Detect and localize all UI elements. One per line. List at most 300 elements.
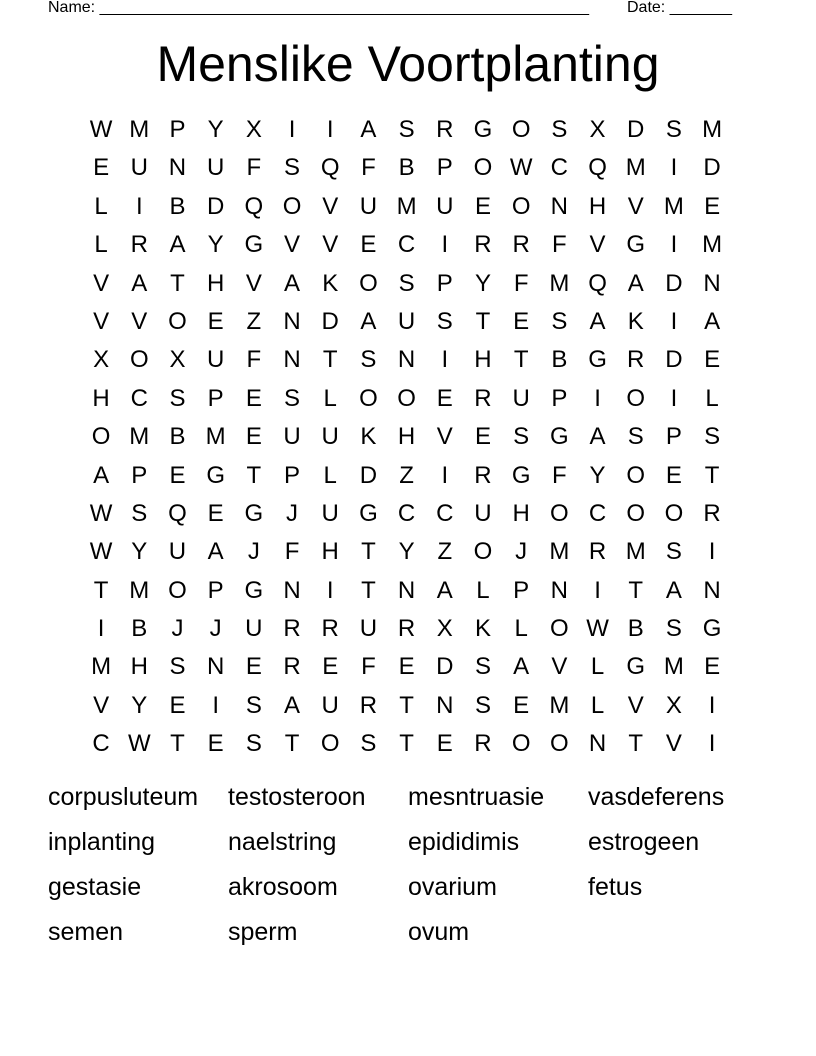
grid-cell[interactable]: E — [436, 730, 453, 758]
grid-cell[interactable]: I — [326, 576, 334, 604]
grid-cell[interactable]: S — [627, 423, 644, 451]
grid-cell[interactable]: P — [207, 576, 224, 604]
grid-cell[interactable]: I — [670, 307, 678, 335]
grid-cell[interactable]: G — [550, 423, 569, 451]
grid-cell[interactable]: D — [359, 461, 378, 489]
grid-cell[interactable]: O — [550, 730, 569, 758]
grid-cell[interactable]: O — [626, 499, 646, 527]
date-field[interactable]: Date: _______ — [627, 0, 732, 16]
grid-cell[interactable]: N — [703, 576, 721, 604]
grid-cell[interactable]: X — [665, 691, 682, 719]
grid-cell[interactable]: P — [284, 461, 301, 489]
grid-cell[interactable]: K — [474, 615, 491, 643]
grid-cell[interactable]: H — [321, 538, 339, 566]
grid-cell[interactable]: A — [360, 307, 377, 335]
grid-row — [82, 533, 732, 571]
grid-cell[interactable]: K — [627, 307, 644, 335]
grid-cell[interactable]: F — [246, 154, 262, 182]
grid-cell[interactable]: L — [323, 461, 337, 489]
grid-cell[interactable]: S — [169, 653, 186, 681]
grid-cell[interactable]: S — [245, 691, 262, 719]
grid-cell[interactable]: S — [474, 691, 491, 719]
grid-cell[interactable]: F — [246, 346, 262, 374]
grid-cell[interactable]: E — [665, 461, 682, 489]
grid-cell[interactable]: R — [397, 615, 416, 643]
grid-cell[interactable]: D — [321, 307, 339, 335]
grid-cell[interactable]: I — [708, 730, 716, 758]
grid-cell[interactable]: E — [436, 384, 453, 412]
grid-cell[interactable]: U — [245, 615, 263, 643]
grid-cell[interactable]: O — [168, 576, 187, 604]
grid-cell[interactable]: N — [283, 346, 301, 374]
grid-cell[interactable]: I — [670, 154, 678, 182]
grid-cell[interactable]: N — [397, 346, 416, 374]
grid-cell[interactable]: J — [515, 538, 528, 566]
grid-cell[interactable]: I — [441, 461, 449, 489]
grid-cell[interactable]: O — [473, 538, 493, 566]
grid-cell[interactable]: I — [670, 384, 678, 412]
grid-cell[interactable]: E — [474, 192, 491, 220]
grid-cell[interactable]: B — [131, 615, 148, 643]
grid-cell[interactable]: V — [627, 192, 644, 220]
grid-cell[interactable]: E — [245, 423, 262, 451]
grid-cell[interactable]: I — [708, 691, 716, 719]
grid-cell[interactable]: N — [550, 576, 569, 604]
grid-cell[interactable]: I — [97, 615, 105, 643]
grid-cell[interactable]: H — [588, 192, 607, 220]
grid-cell[interactable]: P — [436, 269, 453, 297]
grid-cell[interactable]: U — [283, 423, 301, 451]
grid-cell[interactable]: A — [131, 269, 148, 297]
grid-cell[interactable]: I — [326, 116, 334, 143]
grid-cell[interactable]: I — [288, 116, 296, 143]
grid-cell[interactable]: T — [475, 307, 491, 335]
grid-cell[interactable]: A — [665, 576, 682, 604]
grid-cell[interactable]: E — [169, 461, 186, 489]
grid-cell[interactable]: U — [321, 691, 339, 719]
grid-cell[interactable]: F — [284, 538, 300, 566]
grid-cell[interactable]: A — [207, 538, 224, 566]
grid-cell[interactable]: O — [91, 423, 111, 451]
grid-cell[interactable]: O — [473, 154, 493, 182]
grid-cell[interactable]: E — [704, 346, 721, 374]
grid-cell[interactable]: U — [359, 192, 378, 220]
grid-cell[interactable]: B — [551, 346, 568, 374]
grid-cell[interactable]: V — [589, 231, 606, 259]
word-bank-row — [48, 913, 768, 958]
grid-cell[interactable]: R — [436, 116, 454, 143]
grid-cell[interactable]: M — [625, 154, 646, 182]
grid-cell[interactable]: H — [474, 346, 492, 374]
grid-cell[interactable]: E — [513, 307, 530, 335]
grid-cell[interactable]: T — [399, 691, 414, 719]
grid-cell[interactable]: H — [130, 653, 148, 681]
grid-cell[interactable]: M — [663, 192, 684, 220]
grid-cell[interactable]: U — [206, 154, 225, 182]
grid-cell[interactable]: L — [476, 576, 490, 604]
grid-cell[interactable]: Y — [131, 691, 148, 719]
grid-cell[interactable]: U — [474, 499, 492, 527]
grid-cell[interactable]: Y — [131, 538, 148, 566]
grid-cell[interactable]: E — [322, 653, 339, 681]
grid-cell[interactable]: R — [474, 461, 492, 489]
grid-cell[interactable]: G — [244, 576, 264, 604]
grid-cell[interactable]: A — [589, 423, 606, 451]
grid-cell[interactable]: D — [627, 116, 645, 143]
grid-cell[interactable]: Q — [244, 192, 264, 220]
grid-cell[interactable]: T — [170, 269, 185, 297]
grid-cell[interactable]: C — [92, 730, 110, 758]
grid-cell[interactable]: U — [359, 615, 378, 643]
grid-cell[interactable]: P — [131, 461, 148, 489]
grid-cell[interactable]: W — [89, 538, 113, 566]
grid-cell[interactable]: N — [397, 576, 416, 604]
grid-cell[interactable]: R — [703, 499, 721, 527]
letter-grid — [82, 111, 732, 764]
grid-cell[interactable]: C — [436, 499, 454, 527]
grid-cell[interactable]: I — [594, 384, 601, 412]
word-bank-item: estrogeen — [588, 828, 700, 856]
grid-cell[interactable]: A — [436, 576, 453, 604]
grid-cell[interactable]: O — [511, 192, 531, 220]
grid-cell[interactable]: I — [441, 346, 449, 374]
grid-cell[interactable]: I — [670, 231, 678, 259]
grid-cell[interactable]: F — [513, 269, 529, 297]
grid-cell[interactable]: E — [704, 192, 721, 220]
grid-cell[interactable]: F — [361, 653, 376, 681]
grid-cell[interactable]: O — [397, 384, 416, 412]
grid-cell[interactable]: T — [399, 730, 414, 758]
grid-cell[interactable]: I — [212, 691, 219, 719]
grid-cell[interactable]: U — [321, 423, 339, 451]
grid-cell[interactable]: M — [129, 576, 150, 604]
grid-cell[interactable]: O — [359, 384, 378, 412]
grid-cell[interactable]: M — [549, 538, 570, 566]
grid-cell[interactable]: T — [704, 461, 720, 489]
grid-cell[interactable]: R — [512, 231, 530, 259]
grid-cell[interactable]: H — [397, 423, 416, 451]
grid-cell[interactable]: S — [474, 653, 491, 681]
grid-cell[interactable]: S — [665, 615, 682, 643]
grid-cell[interactable]: D — [206, 192, 225, 220]
grid-cell[interactable]: M — [549, 691, 570, 719]
grid-cell[interactable]: A — [284, 691, 301, 719]
grid-cell[interactable]: R — [474, 384, 492, 412]
grid-cell[interactable]: R — [627, 346, 645, 374]
grid-cell[interactable]: T — [170, 730, 185, 758]
grid-cell[interactable]: G — [359, 499, 378, 527]
grid-cell[interactable]: E — [207, 307, 224, 335]
grid-cell[interactable]: H — [206, 269, 225, 297]
grid-cell[interactable]: J — [171, 615, 184, 643]
grid-cell[interactable]: E — [360, 231, 377, 259]
grid-cell[interactable]: W — [586, 615, 609, 643]
grid-cell[interactable]: R — [283, 653, 301, 681]
grid-cell[interactable]: T — [628, 730, 644, 758]
grid-cell[interactable]: H — [92, 384, 110, 412]
grid-cell[interactable]: W — [509, 154, 533, 182]
grid-cell[interactable]: E — [704, 653, 721, 681]
grid-cell[interactable]: S — [360, 346, 377, 374]
grid-cell[interactable]: P — [665, 423, 682, 451]
grid-cell[interactable]: C — [130, 384, 148, 412]
grid-cell[interactable]: M — [702, 116, 723, 143]
grid-cell[interactable]: R — [359, 691, 378, 719]
grid-cell[interactable]: F — [361, 154, 376, 182]
grid-cell[interactable]: K — [322, 269, 339, 297]
grid-cell[interactable]: B — [627, 615, 644, 643]
grid-cell[interactable]: T — [322, 346, 338, 374]
grid-cell[interactable]: M — [129, 423, 150, 451]
grid-cell[interactable]: L — [590, 653, 605, 681]
grid-cell[interactable]: U — [321, 499, 339, 527]
grid-cell[interactable]: O — [511, 730, 531, 758]
grid-cell[interactable]: J — [247, 538, 260, 566]
grid-cell[interactable]: Y — [207, 231, 224, 259]
grid-cell[interactable]: C — [550, 154, 569, 182]
grid-cell[interactable]: O — [282, 192, 302, 220]
grid-cell[interactable]: X — [169, 346, 186, 374]
grid-cell[interactable]: C — [588, 499, 607, 527]
grid-cell[interactable]: E — [207, 499, 224, 527]
grid-cell[interactable]: R — [474, 231, 492, 259]
grid-cell[interactable]: Z — [246, 307, 262, 335]
grid-cell[interactable]: X — [589, 116, 606, 143]
grid-cell[interactable]: R — [130, 231, 148, 259]
grid-cell[interactable]: O — [664, 499, 684, 527]
grid-cell[interactable]: A — [93, 461, 110, 489]
grid-cell[interactable]: B — [169, 192, 186, 220]
grid-cell[interactable]: T — [361, 538, 376, 566]
grid-cell[interactable]: R — [283, 615, 301, 643]
grid-cell[interactable]: O — [626, 384, 646, 412]
grid-cell[interactable]: G — [702, 615, 722, 643]
grid-cell[interactable]: I — [708, 538, 716, 566]
grid-cell[interactable]: G — [626, 653, 646, 681]
grid-cell[interactable]: Y — [398, 538, 415, 566]
grid-cell[interactable]: J — [286, 499, 299, 527]
grid-cell[interactable]: E — [398, 653, 415, 681]
grid-cell[interactable]: M — [129, 116, 150, 143]
grid-cell[interactable]: D — [703, 154, 721, 182]
grid-cell[interactable]: Q — [588, 269, 607, 297]
grid-cell[interactable]: L — [94, 192, 108, 220]
word-bank-item: epididimis — [408, 828, 520, 856]
grid-cell[interactable]: B — [398, 154, 415, 182]
grid-cell[interactable]: G — [244, 231, 264, 259]
grid-cell[interactable]: M — [396, 192, 417, 220]
grid-cell[interactable]: A — [284, 269, 301, 297]
grid-cell[interactable]: U — [397, 307, 416, 335]
grid-cell[interactable]: T — [361, 576, 376, 604]
grid-cell[interactable]: I — [135, 192, 143, 220]
grid-cell[interactable]: Q — [168, 499, 187, 527]
grid-cell[interactable]: N — [703, 269, 721, 297]
grid-cell[interactable]: I — [441, 231, 449, 259]
grid-cell[interactable]: T — [513, 346, 529, 374]
grid-cell[interactable]: X — [436, 615, 453, 643]
grid-cell[interactable]: V — [627, 691, 644, 719]
grid-cell[interactable]: V — [284, 231, 301, 259]
grid-cell[interactable]: P — [169, 116, 186, 143]
grid-cell[interactable]: C — [397, 499, 416, 527]
grid-cell[interactable]: O — [129, 346, 149, 374]
grid-cell[interactable]: G — [473, 116, 493, 143]
grid-cell[interactable]: N — [283, 576, 301, 604]
grid-cell[interactable]: I — [594, 576, 601, 604]
grid-cell[interactable]: X — [93, 346, 110, 374]
grid-cell[interactable]: L — [514, 615, 528, 643]
grid-cell[interactable]: N — [168, 154, 187, 182]
grid-cell[interactable]: T — [93, 576, 109, 604]
grid-cell[interactable]: V — [245, 269, 262, 297]
grid-cell[interactable]: W — [89, 116, 113, 143]
grid-cell[interactable]: A — [169, 231, 186, 259]
grid-cell[interactable]: K — [360, 423, 377, 451]
grid-cell[interactable]: O — [511, 116, 531, 143]
word-bank-item: sperm — [228, 918, 298, 946]
grid-cell[interactable]: N — [550, 192, 569, 220]
grid-cell[interactable]: F — [552, 461, 567, 489]
grid-cell[interactable]: Z — [399, 461, 414, 489]
grid-cell[interactable]: L — [705, 384, 719, 412]
grid-cell[interactable]: O — [550, 615, 569, 643]
grid-cell[interactable]: P — [207, 384, 224, 412]
grid-cell[interactable]: G — [626, 231, 646, 259]
grid-cell[interactable]: V — [93, 269, 110, 297]
grid-cell[interactable]: V — [322, 231, 339, 259]
grid-cell[interactable]: Y — [589, 461, 606, 489]
grid-cell[interactable]: S — [704, 423, 721, 451]
grid-cell[interactable]: V — [131, 307, 148, 335]
grid-cell[interactable]: U — [512, 384, 530, 412]
grid-cell[interactable]: R — [588, 538, 607, 566]
grid-cell[interactable]: M — [205, 423, 226, 451]
grid-cell[interactable]: O — [359, 269, 378, 297]
grid-row — [82, 610, 732, 648]
grid-cell[interactable]: V — [551, 653, 568, 681]
grid-cell[interactable]: N — [206, 653, 225, 681]
grid-cell[interactable]: F — [552, 231, 567, 259]
grid-cell[interactable]: P — [436, 154, 453, 182]
grid-cell[interactable]: T — [246, 461, 262, 489]
grid-cell[interactable]: L — [590, 691, 605, 719]
grid-cell[interactable]: A — [627, 269, 644, 297]
grid-cell[interactable]: H — [512, 499, 530, 527]
grid-cell[interactable]: G — [588, 346, 607, 374]
grid-cell[interactable]: S — [513, 423, 530, 451]
grid-cell[interactable]: W — [89, 499, 113, 527]
grid-cell[interactable]: O — [626, 461, 646, 489]
grid-cell[interactable]: O — [320, 730, 340, 758]
word-bank-item: ovum — [408, 918, 470, 946]
grid-cell[interactable]: U — [130, 154, 148, 182]
grid-cell[interactable]: S — [398, 269, 415, 297]
grid-cell[interactable]: Q — [588, 154, 607, 182]
grid-cell[interactable]: S — [551, 307, 568, 335]
grid-cell[interactable]: M — [663, 653, 684, 681]
grid-cell[interactable]: X — [245, 116, 262, 143]
grid-cell[interactable]: S — [551, 116, 568, 143]
name-field[interactable]: Name: _______________________________________________________ — [48, 0, 589, 16]
grid-cell[interactable]: P — [551, 384, 568, 412]
grid-cell[interactable]: W — [127, 730, 151, 758]
grid-cell[interactable]: V — [665, 730, 682, 758]
grid-cell[interactable]: D — [436, 653, 454, 681]
grid-cell[interactable]: R — [321, 615, 339, 643]
grid-cell[interactable]: G — [206, 461, 225, 489]
grid-cell[interactable]: S — [169, 384, 186, 412]
grid-cell[interactable]: Z — [437, 538, 453, 566]
grid-cell[interactable]: E — [474, 423, 491, 451]
grid-cell[interactable]: E — [207, 730, 224, 758]
grid-cell[interactable]: C — [397, 231, 416, 259]
grid-cell[interactable]: Q — [320, 154, 340, 182]
grid-cell[interactable]: T — [628, 576, 644, 604]
grid-cell[interactable]: E — [245, 384, 262, 412]
grid-cell[interactable]: V — [436, 423, 453, 451]
grid-cell[interactable]: Y — [474, 269, 491, 297]
grid-cell[interactable]: S — [665, 116, 682, 143]
grid-cell[interactable]: J — [209, 615, 222, 643]
grid-cell[interactable]: V — [93, 307, 110, 335]
grid-cell[interactable]: A — [589, 307, 606, 335]
grid-cell[interactable]: D — [665, 269, 683, 297]
grid-cell[interactable]: T — [284, 730, 300, 758]
grid-cell[interactable]: S — [245, 730, 262, 758]
grid-cell[interactable]: S — [398, 116, 415, 143]
grid-cell[interactable]: D — [665, 346, 683, 374]
grid-cell[interactable]: M — [702, 231, 723, 259]
grid-cell[interactable]: V — [322, 192, 339, 220]
grid-cell[interactable]: E — [169, 691, 186, 719]
grid-cell[interactable]: O — [550, 499, 569, 527]
grid-cell[interactable]: L — [94, 231, 108, 259]
grid-cell[interactable]: U — [436, 192, 454, 220]
grid-row — [82, 226, 732, 264]
grid-cell[interactable]: R — [474, 730, 492, 758]
grid-cell[interactable]: S — [665, 538, 682, 566]
grid-cell[interactable]: P — [513, 576, 530, 604]
grid-cell[interactable]: S — [360, 730, 377, 758]
grid-cell[interactable]: S — [131, 499, 148, 527]
grid-cell[interactable]: E — [513, 691, 530, 719]
grid-cell[interactable]: S — [436, 307, 453, 335]
grid-cell[interactable]: V — [93, 691, 110, 719]
grid-cell[interactable]: N — [283, 307, 301, 335]
grid-cell[interactable]: A — [513, 653, 530, 681]
grid-cell[interactable]: S — [284, 154, 301, 182]
grid-cell[interactable]: E — [245, 653, 262, 681]
grid-cell[interactable]: A — [360, 116, 377, 143]
grid-cell[interactable]: S — [284, 384, 301, 412]
grid-cell[interactable]: E — [93, 154, 110, 182]
grid-cell[interactable]: M — [91, 653, 112, 681]
grid-cell[interactable]: N — [436, 691, 454, 719]
grid-cell[interactable]: G — [244, 499, 264, 527]
grid-cell[interactable]: N — [588, 730, 607, 758]
grid-cell[interactable]: G — [511, 461, 531, 489]
grid-cell[interactable]: M — [625, 538, 646, 566]
grid-cell[interactable]: O — [168, 307, 187, 335]
grid-cell[interactable]: U — [206, 346, 225, 374]
grid-cell[interactable]: L — [323, 384, 337, 412]
grid-cell[interactable]: A — [704, 307, 721, 335]
grid-cell[interactable]: M — [549, 269, 570, 297]
grid-cell[interactable]: B — [169, 423, 186, 451]
grid-cell[interactable]: Y — [207, 116, 224, 143]
grid-cell[interactable]: U — [168, 538, 187, 566]
